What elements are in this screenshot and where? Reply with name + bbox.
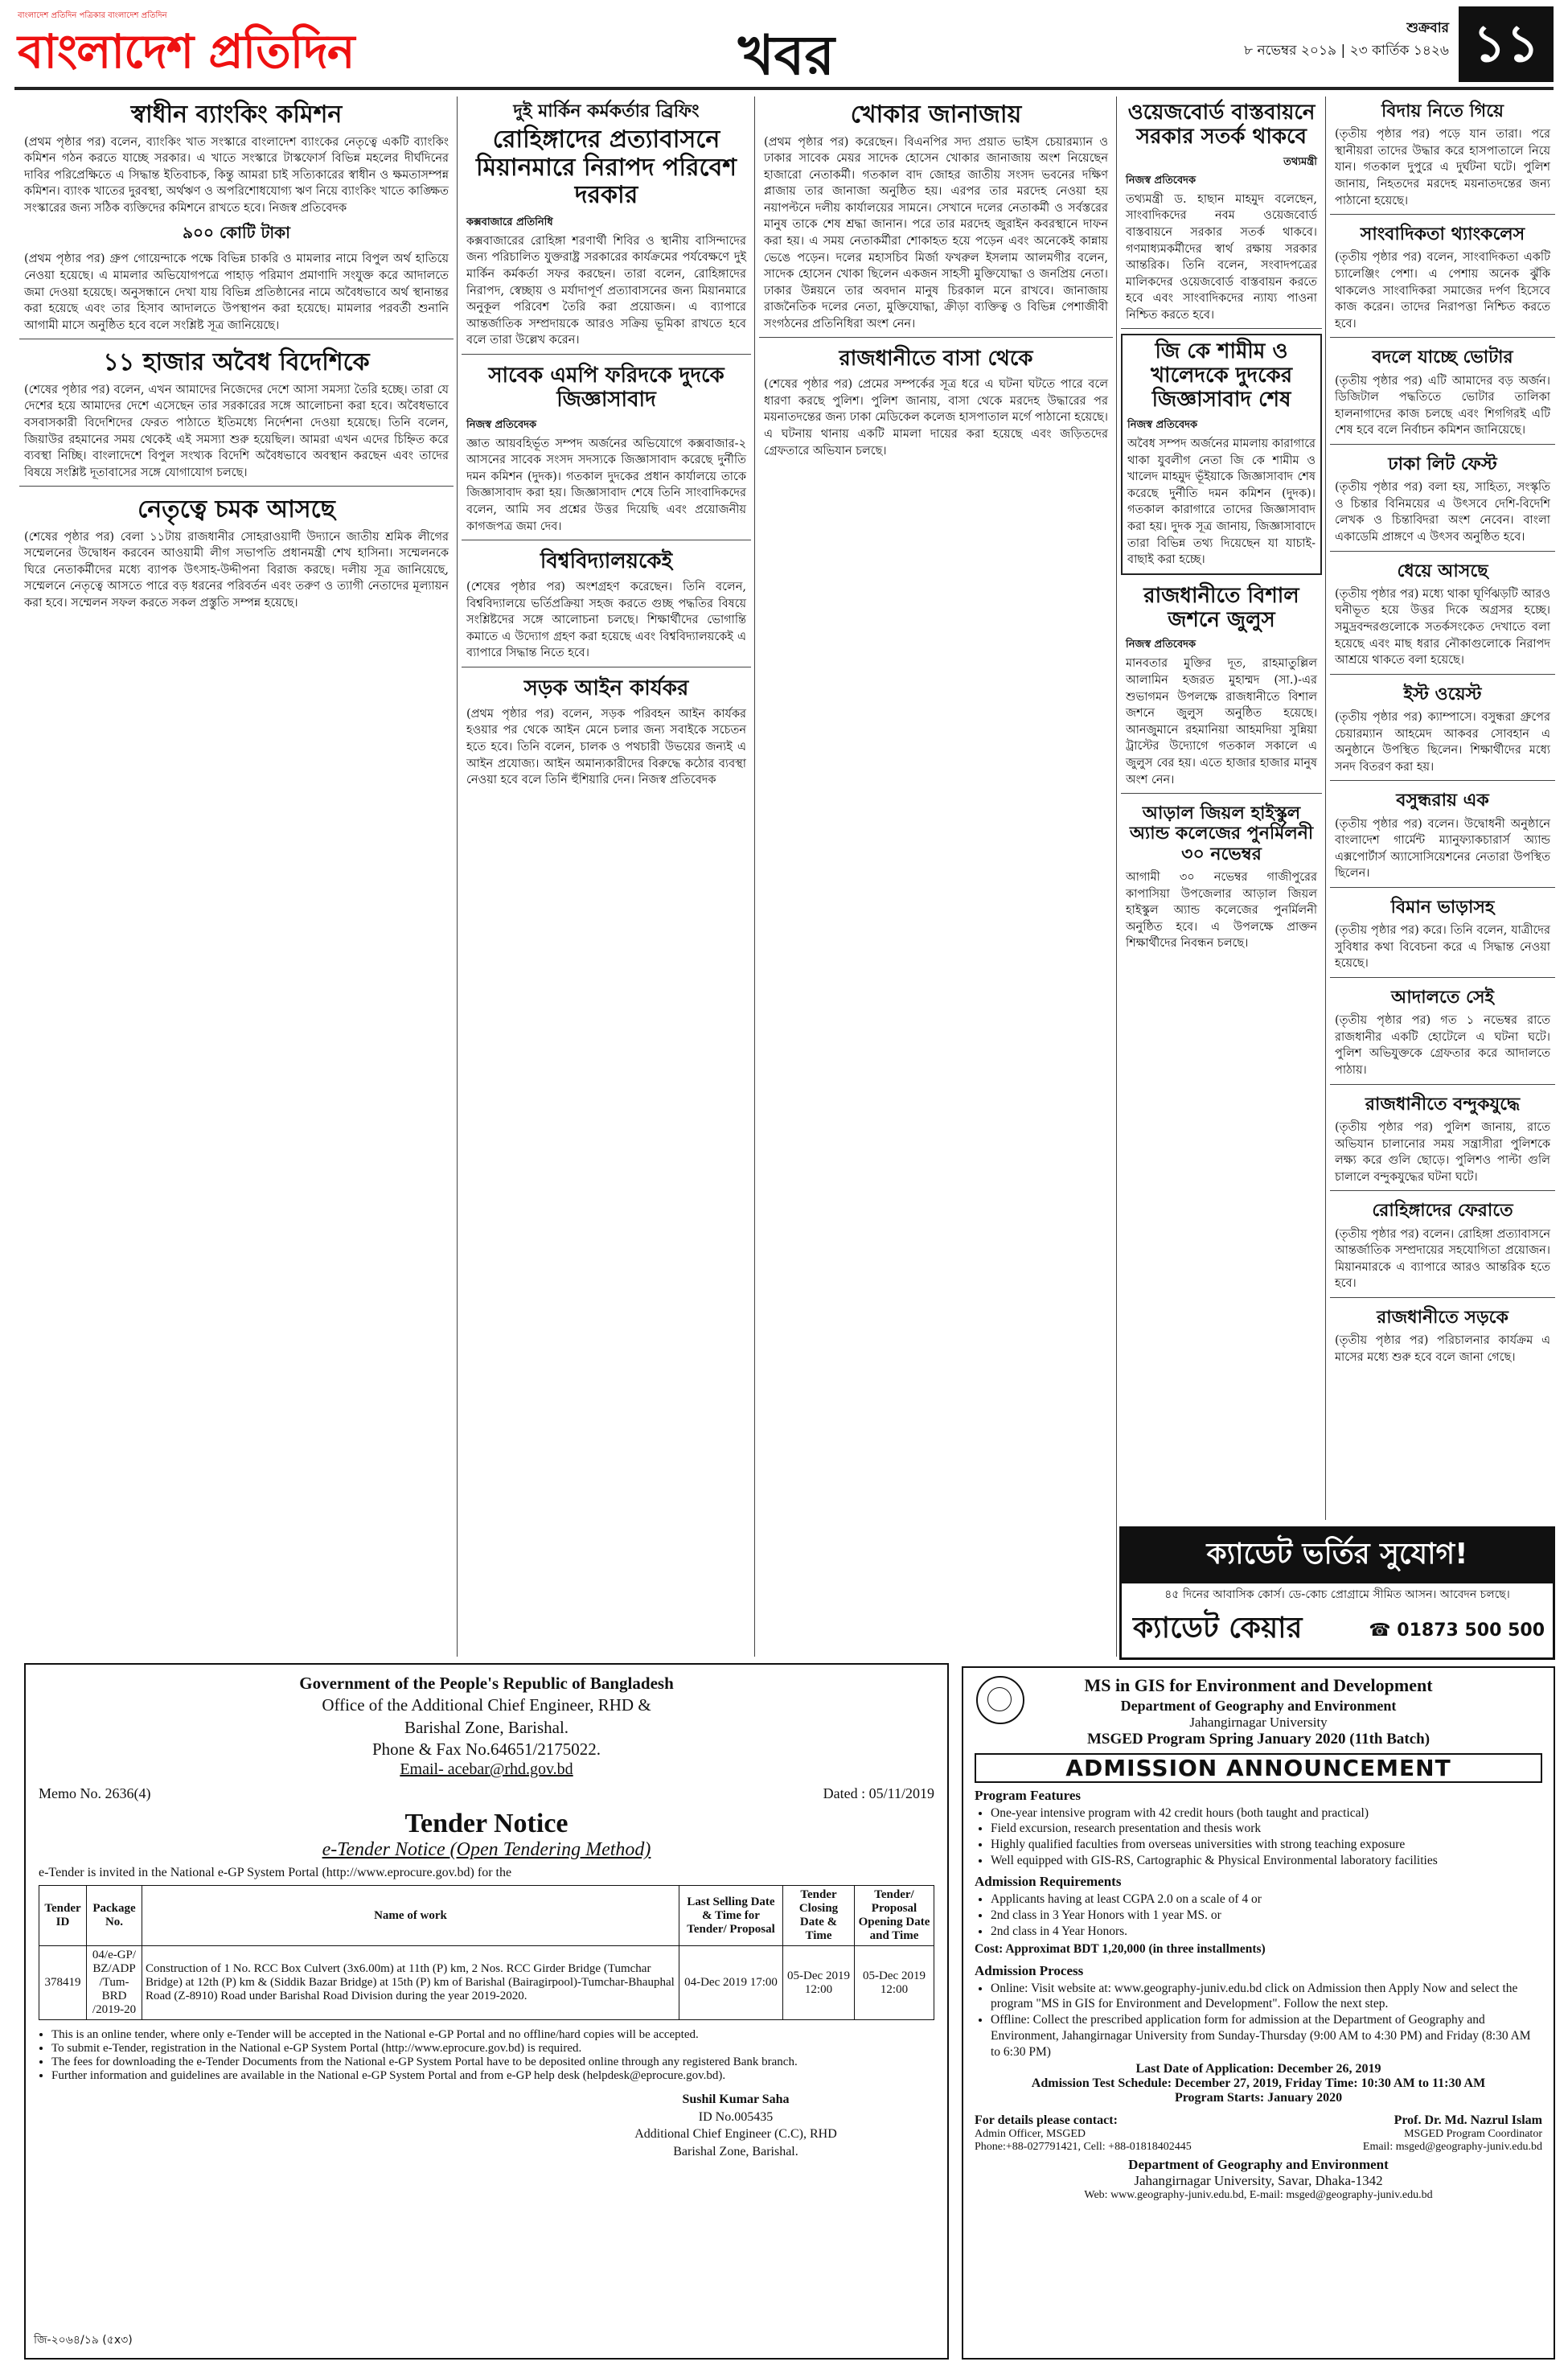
headline[interactable]: বসুন্ধরায় এক xyxy=(1396,791,1489,811)
story-body: (তৃতীয় পৃষ্ঠার পর) মধ্যে থাকা ঘূর্ণিঝড়টি আরও ঘনীভূত হয়ে উত্তর দিকে অগ্রসর হচ্ছে। সমুদ্রবন্দরগুলোকে সতর্কসংকেত দেখাতে বলা হয়েছে এবং মাছ ধরার নৌকাগুলোকে নিরাপদ আশ্রয়ে থাকতে বলা হয়েছে। xyxy=(1335,587,1550,667)
story-khoka-janaza xyxy=(759,97,1113,338)
story-body: (প্রথম পৃষ্ঠার পর) বলেন, ব্যাংকিং খাত সংস্কারে বাংলাদেশ ব্যাংকের নেতৃত্বে একটি ব্যাংকিং কমিশন গঠন করতে যাচ্ছে সরকার। এ খাতে সংস্কারে টাস্কফোর্স বিভিন্ন মহলের দীর্ঘদিনের দাবির পরিপ্রেক্ষিতে এ সিদ্ধান্ত ইতিবাচক, কিন্তু আমরা চাই সত্যিকারের স্বাধীন ও ক্ষমতাসম্পন্ন কমিশন। ব্যাংক খাতের দুরবস্থা, অর্থঋণ ও অপরিশোধযোগ্য ঋণ নিয়ে ব্যাংকিং খাতে কাঙ্ক্ষিত সংস্কারের জন্য সঠিক ব্যক্তিদের কমিশনে রাখতে হবে। নিজস্ব প্রতিবেদক xyxy=(24,135,449,215)
headline[interactable]: বিদায় নিতে গিয়ে xyxy=(1381,101,1504,121)
list-item: • Field excursion, research presentation and thesis work xyxy=(991,1821,1542,1837)
col-header: Tender Closing Date & Time xyxy=(783,1886,855,1946)
story-east-west xyxy=(1330,680,1555,782)
tender-notes xyxy=(51,2028,934,2083)
story-capital-house xyxy=(759,343,1113,464)
process-list xyxy=(991,1981,1542,2060)
msgis-program: MSGED Program Spring January 2020 (11th Batch) xyxy=(1086,1730,1430,1748)
newspaper-logo[interactable]: বাংলাদেশ প্রতিদিন xyxy=(18,24,355,79)
section-title: খবর xyxy=(738,24,835,88)
list-item: • 2nd class in 4 Year Honors. xyxy=(991,1924,1542,1940)
ad-phone: ☎ 01873 500 500 xyxy=(1369,1620,1545,1641)
msgis-dept: Department of Geography and Environment xyxy=(1120,1697,1397,1714)
foot-web[interactable]: Web: www.geography-juniv.edu.bd, E-mail: msged@geography-juniv.edu.bd xyxy=(1084,2188,1433,2201)
story-body: (শেষের পৃষ্ঠার পর) অংশগ্রহণ করেছেন। তিনি বলেন, বিশ্ববিদ্যালয়ে ভর্তিপ্রক্রিয়া সহজ করতে গুচ্ছ পদ্ধতির বিষয়ে সংশ্লিষ্টদের সঙ্গে আলোচনা চলছে। শিক্ষার্থীদের ভোগান্তি কমাতে এ উদ্যোগ গ্রহণ করা হয়েছে এবং বিশ্ববিদ্যালয়কেই এ ব্যাপারে সিদ্ধান্ত নিতে হবে। xyxy=(466,580,746,660)
program-start: Program Starts: January 2020 xyxy=(1174,2090,1343,2105)
col-header: Package No. xyxy=(87,1886,142,1946)
column-right xyxy=(1330,97,1555,1520)
cadet-care-ad[interactable] xyxy=(1119,1526,1555,1660)
story-body: (তৃতীয় পৃষ্ঠার পর) পড়ে যান তারা। পরে স্থানীয়রা তাদের উদ্ধার করে হাসপাতালে নিয়ে যান। গতকাল দুপুরে এ দুর্ঘটনা ঘটে। পুলিশ জানায়, নিহতদের মরদেহ ময়নাতদন্তের জন্য পাঠানো হয়েছে। xyxy=(1335,128,1550,207)
col-header: Last Selling Date & Time for Tender/ Proposal xyxy=(679,1886,783,1946)
story-body: কক্সবাজারের রোহিঙ্গা শরণার্থী শিবির ও স্থানীয় বাসিন্দাদের জন্য পরিচালিত যুক্তরাষ্ট্র সরকারের কার্যক্রমের পর্যবেক্ষণে দুই মার্কিন কর্মকর্তা সফর করছেন। তারা বলেন, রোহিঙ্গাদের নিরাপদ, স্বেচ্ছায় ও মর্যাদাপূর্ণ প্রত্যাবাসনের জন্য মিয়ানমারে অনুকূল পরিবেশ তৈরি করা প্রয়োজন। এ ব্যাপারে আন্তর্জাতিক সম্প্রদায়কে আরও সক্রিয় ভূমিকা রাখতে হবে বলে তারা উল্লেখ করেন। xyxy=(466,234,746,347)
logo-tagline: বাংলাদেশ প্রতিদিন পত্রিকার বাংলাদেশ প্রতিদিন xyxy=(18,11,167,20)
column-divider xyxy=(754,97,755,1657)
story-ex-mp-acc xyxy=(462,359,751,540)
requirements-list xyxy=(991,1891,1542,1939)
tender-gov: Government of the People's Republic of Bangladesh xyxy=(299,1674,674,1693)
list-item: • The fees for downloading the e-Tender Documents from the National e-GP System Portal have to be deposited online through any registered Bank branch. xyxy=(51,2056,934,2069)
story-body: (তৃতীয় পৃষ্ঠার পর) বলেন। রোহিঙ্গা প্রত্যাবাসনে আন্তর্জাতিক সম্প্রদায়ের সহযোগিতা প্রয়োজন। মিয়ানমারকে এ ব্যাপারে আরও আন্তরিক হতে হবে। xyxy=(1335,1227,1550,1291)
story-body: আগামী ৩০ নভেম্বর গাজীপুরের কাপাসিয়া উপজেলার আড়াল জিয়ল হাইস্কুল অ্যান্ড কলেজের পুনর্মিলনী অনুষ্ঠিত হবে। এ উপলক্ষে প্রাক্তন শিক্ষার্থীদের নিবন্ধন চলছে। xyxy=(1126,871,1317,951)
contact-email[interactable]: Email: msged@geography-juniv.edu.bd xyxy=(1362,2140,1542,2153)
ad-brand-row xyxy=(1122,1606,1553,1654)
ad-phone-number: 01873 500 500 xyxy=(1397,1620,1545,1641)
story-body: (তৃতীয় পৃষ্ঠার পর) করে। তিনি বলেন, যাত্রীদের সুবিধার কথা বিবেচনা করে এ সিদ্ধান্ত নেওয়া হয়েছে। xyxy=(1335,924,1550,971)
tender-memo: Memo No. 2636(4) xyxy=(39,1785,151,1802)
list-item: • Further information and guidelines are available in the National e-GP System Portal and from e-GP help desk (helpdesk@eprocure.gov.bd). xyxy=(51,2069,934,2083)
column-divider xyxy=(1325,97,1326,1520)
list-item: • 2nd class in 3 Year Honors with 1 year MS. or xyxy=(991,1908,1542,1924)
headline[interactable]: রোহিঙ্গাদের ফেরাতে xyxy=(1372,1201,1513,1222)
page-number: ১১ xyxy=(1459,6,1554,82)
coordinator-role: MSGED Program Coordinator xyxy=(1404,2127,1542,2140)
last-date: Last Date of Application: December 26, 2019 xyxy=(1135,2061,1381,2076)
ad-subtext: ৪৫ দিনের আবাসিক কোর্স। ডে-কোচ প্রোগ্রামে সীমিত আসন। আবেদন চলছে। xyxy=(1164,1588,1510,1601)
story-body: তথ্যমন্ত্রী ড. হাছান মাহমুদ বলেছেন, সাংবাদিকদের নবম ওয়েজবোর্ড বাস্তবায়নে সরকার সতর্ক থাকবে। গণমাধ্যমকর্মীদের স্বার্থ রক্ষায় সরকার আন্তরিক। তিনি বলেন, সংবাদপত্রের মালিকদের ওয়েজবোর্ড বাস্তবায়ন করতে হবে এবং সাংবাদিকদের ন্যায্য পাওনা নিশ্চিত করতে হবে। xyxy=(1126,192,1317,322)
list-item: • This is an online tender, where only e-Tender will be accepted in the National e-GP Portal and no offline/hard copies will be accepted. xyxy=(51,2028,934,2042)
column-divider xyxy=(1116,97,1117,1657)
byline: নিজস্ব প্রতিবেদক xyxy=(1126,639,1197,651)
byline: নিজস্ব প্রতিবেদক xyxy=(1126,174,1197,187)
headline[interactable]: রাজধানীতে বাসা থেকে xyxy=(839,347,1033,372)
date-line xyxy=(1244,18,1449,63)
tender-closing: 05-Dec 2019 12:00 xyxy=(783,1946,855,2020)
foot-dept: Department of Geography and Environment xyxy=(1128,2156,1389,2172)
story-wage-board xyxy=(1121,97,1322,329)
column-wageboard-final xyxy=(1121,97,1322,1520)
story-body: জ্ঞাত আয়বহির্ভূত সম্পদ অর্জনের অভিযোগে কক্সবাজার-২ আসনের সাবেক সংসদ সদস্যকে জিজ্ঞাসাবাদ করেছে দুর্নীতি দমন কমিশন (দুদক)। গতকাল দুদকের প্রধান কার্যালয়ে তাকে জিজ্ঞাসাবাদ করা হয়। জিজ্ঞাসাবাদ শেষে তিনি সাংবাদিকদের বলেন, আমি সব প্রশ্নের উত্তর দিয়েছি এবং প্রয়োজনীয় কাগজপত্র জমা দেব। xyxy=(466,437,746,533)
headline[interactable]: ঢাকা লিট ফেস্ট xyxy=(1388,454,1497,474)
headline[interactable]: রোহিঙ্গাদের প্রত্যাবাসনে মিয়ানমারে নিরাপদ পরিবেশ দরকার xyxy=(475,125,737,210)
story-body: (প্রথম পৃষ্ঠার পর) গ্রুপ গোয়েন্দাকে পক্ষে বিভিন্ন চাকরি ও মামলার নামে বিপুল অর্থ হাতিয়ে নেওয়া হয়েছে। এ মামলার অভিযোগপত্রে পাহাড় পরিমাণ প্রমাণাদি সংযুক্ত করে আদালতে জমা দেওয়া হয়েছে। অনুসন্ধানে দেখা যায় বিভিন্ন প্রতিষ্ঠানের নামে অবৈধভাবে অর্থ স্থানান্তর করা হয়েছে এবং তার হিসাব আদালতে উপস্থাপন করা হয়েছে। মামলার পরবর্তী শুনানি আগামী মাসে অনুষ্ঠিত হবে বলে সংশ্লিষ্ট সূত্র জানিয়েছে। xyxy=(24,253,449,332)
story-reunion xyxy=(1121,799,1322,957)
tender-package: 04/e-GP/ BZ/ADP /Tum- BRD /2019-20 xyxy=(87,1946,142,2020)
story-banking-commission xyxy=(19,97,454,339)
story-court xyxy=(1330,983,1555,1085)
story-capital-road xyxy=(1330,1303,1555,1370)
headline[interactable]: বিশ্ববিদ্যালয়কেই xyxy=(540,549,673,574)
story-body: (শেষের পৃষ্ঠার পর) বলেন, এখন আমাদের নিজেদের দেশে আসা সমস্যা তৈরি হচ্ছে। তারা যে দেশের হয়ে আমাদের দেশে এসেছেন তার সরকারের সঙ্গে আলোচনা করা হবে। অবৈধভাবে বসবাসকারী বিদেশিদের ফেরত পাঠাতে ইতিমধ্যে নির্দেশনা দেওয়া হয়েছে। তিনি বলেন, জিয়াউর রহমানের সময় থেকেই এই সমস্যা শুরু হয়েছিল। আমরা এখন এদের চিহ্নিত করে ব্যবস্থা নিচ্ছি। বাংলাদেশে বিপুল সংখ্যক বিদেশি অবৈধভাবে অবস্থান করছেন এবং তাদের বিষয়ে সংশ্লিষ্ট দূতাবাসের সঙ্গে যোগাযোগ চলছে। xyxy=(24,383,449,479)
date: ৮ নভেম্বর ২০১৯ | ২৩ কার্তিক ১৪২৬ xyxy=(1244,43,1449,59)
byline: নিজস্ব প্রতিবেদক xyxy=(466,418,537,431)
contact-right xyxy=(1363,2113,1542,2154)
headline[interactable]: রাজধানীতে বিশাল জশনে জুলুস xyxy=(1143,583,1299,632)
headline[interactable]: খোকার জানাজায় xyxy=(850,101,1022,129)
tender-dated: Dated : 05/11/2019 xyxy=(823,1785,934,1802)
msgis-admission-ad xyxy=(962,1666,1555,2360)
headline[interactable]: আড়াল জিয়ল হাইস্কুল অ্যান্ড কলেজের পুনর্মিলনী ৩০ নভেম্বর xyxy=(1129,803,1314,865)
table-row xyxy=(39,1946,934,2020)
story-road-law xyxy=(462,672,751,794)
headline[interactable]: নেতৃত্বে চমক আসছে xyxy=(138,495,335,524)
headline[interactable]: ধেয়ে আসছে xyxy=(1397,561,1488,581)
msgis-uni: Jahangirnagar University xyxy=(1189,1714,1328,1730)
tender-subtitle: e-Tender Notice (Open Tendering Method) xyxy=(322,1839,651,1861)
col-header: Tender ID xyxy=(39,1886,87,1946)
story-body: (শেষের পৃষ্ঠার পর) বেলা ১১টায় রাজধানীর সোহরাওয়ার্দী উদ্যানে জাতীয় শ্রমিক লীগের সম্মেলনের উদ্বোধন করবেন আওয়ামী লীগ সভাপতি প্রধানমন্ত্রী শেখ হাসিনা। সম্মেলনকে ঘিরে নেতাকর্মীদের মধ্যে ব্যাপক উৎসাহ-উদ্দীপনা বিরাজ করছে। দলীয় সূত্র জানিয়েছে, সম্মেলনে নেতৃত্বে আসতে পারে বড় ধরনের পরিবর্তন এবং তরুণ ও ত্যাগী নেতাদের মূল্যায়ন করা হবে। সম্মেলন সফল করতে সকল প্রস্তুতি সম্পন্ন হয়েছে। xyxy=(24,530,449,610)
sign-id: ID No.005435 xyxy=(698,2109,774,2124)
story-body: অবৈধ সম্পদ অর্জনের মামলায় কারাগারে থাকা যুবলীগ নেতা জি কে শামীম ও খালেদ মাহমুদ ভূঁইয়াকে জিজ্ঞাসাবাদ শেষ করেছে দুর্নীতি দমন কমিশন (দুদক)। গতকাল কারাগারে তাদের জিজ্ঞাসাবাদ করা হয়। দুদক সূত্র জানায়, জিজ্ঞাসাবাদে তারা বিভিন্ন তথ্য দিয়েছেন যা যাচাই-বাছাই করা হচ্ছে। xyxy=(1127,437,1316,567)
contact-heading: For details please contact: xyxy=(975,2113,1118,2127)
story-body: মানবতার মুক্তির দূত, রাহমাতুল্লিল আলামিন হজরত মুহাম্মদ (সা.)-এর শুভাগমন উপলক্ষে রাজধানীতে বিশাল জশনে জুলুস অনুষ্ঠিত হয়েছে। আনজুমানে রহমানিয়া আহমদিয়া সুন্নিয়া ট্রাস্টের উদ্যোগে গতকাল সকালে এ জুলুস বের হয়। এতে হাজার হাজার মানুষ অংশ নেন। xyxy=(1126,657,1317,787)
contact-phone: Phone:+88-027791421, Cell: +88-01818402445 xyxy=(975,2140,1192,2153)
story-body: (তৃতীয় পৃষ্ঠার পর) বলা হয়, সাহিত্য, সংস্কৃতি ও চিন্তার বিনিময়ের এ উৎসবে দেশি-বিদেশি লেখক ও চিন্তাবিদরা অংশ নেবেন। বাংলা একাডেমি প্রাঙ্গণে এ উৎসব অনুষ্ঠিত হবে। xyxy=(1335,481,1550,544)
masthead xyxy=(14,6,1554,90)
story-body: (তৃতীয় পৃষ্ঠার পর) পরিচালনার কার্যক্রম এ মাসের মধ্যে শুরু হবে বলে জানা গেছে। xyxy=(1335,1334,1550,1364)
col-header: Name of work xyxy=(142,1886,679,1946)
story-rohingya-briefing xyxy=(462,97,751,355)
test-schedule: Admission Test Schedule: December 27, 2019, Friday Time: 10:30 AM to 11:30 AM xyxy=(1031,2076,1486,2090)
headline[interactable]: ইস্ট ওয়েস্ট xyxy=(1403,684,1482,704)
tender-table xyxy=(39,1885,934,2020)
story-airfare xyxy=(1330,893,1555,978)
headline[interactable]: রাজধানীতে বন্দুকযুদ্ধে xyxy=(1365,1094,1521,1115)
tender-email[interactable]: Email- acebar@rhd.gov.bd xyxy=(400,1760,573,1779)
ad-headline: ক্যাডেট ভর্তির সুযোগ! xyxy=(1122,1529,1553,1583)
story-body: (তৃতীয় পৃষ্ঠার পর) পুলিশ জানায়, রাতে অভিযান চালানোর সময় সন্ত্রাসীরা পুলিশকে লক্ষ্য করে গুলি ছোড়ে। পুলিশও পাল্টা গুলি চালালে বন্দুকযুদ্ধের ঘটনা ঘটে। xyxy=(1335,1120,1550,1184)
foot-address: Jahangirnagar University, Savar, Dhaka-1342 xyxy=(1134,2172,1383,2188)
tender-phone: Phone & Fax No.64651/2175022. xyxy=(371,1739,601,1759)
msgis-title: MS in GIS for Environment and Development xyxy=(1084,1675,1433,1695)
kicker: দুই মার্কিন কর্মকর্তার ব্রিফিং xyxy=(513,101,700,121)
list-item: • One-year intensive program with 42 credit hours (both taught and practical) xyxy=(991,1805,1542,1822)
tender-title: Tender Notice xyxy=(404,1809,569,1839)
byline: নিজস্ব প্রতিবেদক xyxy=(1127,419,1198,432)
msgis-contacts xyxy=(975,2113,1542,2154)
story-body: (শেষের পৃষ্ঠার পর) প্রেমের সম্পর্কের সূত্র ধরে এ ঘটনা ঘটতে পারে বলে ধারণা করছে পুলিশ। পুলিশ জানায়, বাসা থেকে মরদেহ উদ্ধারের পর ময়নাতদন্তের জন্য ঢাকা মেডিকেল কলেজ হাসপাতাল মর্গে পাঠানো হয়েছে। এ ঘটনায় থানায় একটি মামলা দায়ের করা হয়েছে এবং জড়িতদের গ্রেফতারে অভিযান চলছে। xyxy=(764,378,1108,458)
story-leadership-surprise xyxy=(19,491,454,616)
list-item: • Well equipped with GIS-RS, Cartographic & Physical Environmental laboratory facilities xyxy=(991,1853,1542,1869)
col-header: Tender/ Proposal Opening Date and Time xyxy=(855,1886,934,1946)
story-body: (তৃতীয় পৃষ্ঠার পর) ক্যাম্পাসে। বসুন্ধরা গ্রুপের চেয়ারম্যান আহমেদ আকবর সোবহান এ অনুষ্ঠানে উপস্থিত ছিলেন। শিক্ষার্থীদের মধ্যে সনদ বিতরণ করা হয়। xyxy=(1335,711,1550,774)
list-item: • Applicants having at least CGPA 2.0 on a scale of 4 or xyxy=(991,1891,1542,1908)
university-seal-icon xyxy=(976,1676,1024,1724)
list-item: • Highly qualified faculties from overseas universities with strong teaching exposure xyxy=(991,1837,1542,1853)
sign-title: Additional Chief Engineer (C.C), RHD xyxy=(634,2127,837,2142)
tender-id: 378419 xyxy=(39,1946,87,2020)
headline[interactable]: সাংবাদিকতা থ্যাংকলেস xyxy=(1360,224,1525,245)
headline[interactable]: সাবেক এমপি ফরিদকে দুদকে জিজ্ঞাসাবাদ xyxy=(488,363,724,412)
byline: কক্সবাজারে প্রতিনিধি xyxy=(466,216,553,228)
tender-zone: Barishal Zone, Barishal. xyxy=(404,1717,569,1737)
story-voter xyxy=(1330,343,1555,445)
story-body: (তৃতীয় পৃষ্ঠার পর) গত ১ নভেম্বর রাতে রাজধানীর একটি হোটেলে এ ঘটনা ঘটে। পুলিশ অভিযুক্তকে গ্রেফতার করে আদালতে পাঠায়। xyxy=(1335,1014,1550,1078)
story-cyclone xyxy=(1330,557,1555,675)
headline[interactable]: আদালতে সেই xyxy=(1391,988,1494,1008)
column-left xyxy=(19,97,454,1657)
story-farewell xyxy=(1330,97,1555,215)
features-list xyxy=(991,1805,1542,1869)
story-body: (তৃতীয় পৃষ্ঠার পর) বলেন। উদ্বোধনী অনুষ্ঠানে বাংলাদেশ গার্মেন্ট ম্যানুফ্যাকচারার্স অ্যান্ড এক্সপোর্টার্স অ্যাসোসিয়েশনের নেতারা উপস্থিত ছিলেন। xyxy=(1335,817,1550,881)
tender-code: জি-২০৬৪/১৯ (৫x৩) xyxy=(34,2334,133,2347)
column-second xyxy=(462,97,751,1657)
story-rohingya-return xyxy=(1330,1196,1555,1298)
story-body: (প্রথম পৃষ্ঠার পর) করেছেন। বিএনপির সদ্য প্রয়াত ভাইস চেয়ারম্যান ও ঢাকার সাবেক মেয়র সাদেক হোসেন খোকার জানাজায় অংশ নিয়েছেন হাজারো নেতাকর্মী। গতকাল বাদ জোহর জাতীয় সংসদ ভবনের দক্ষিণ প্লাজায় তার জানাজা অনুষ্ঠিত হয়। এরপর তার মরদেহ নেওয়া হয় নয়াপল্টনে দলীয় কার্যালয়ের সামনে। সেখানে দলের নেতাকর্মী ও সর্বস্তরের মানুষ তাকে শেষ শ্রদ্ধা জানান। পরে তার মরদেহ জুরাইন কবরস্থানে দাফন করা হয়। এ সময় নেতাকর্মীরা শোকাহত হয়ে পড়েন এবং অনেকেই কান্নায় ভেঙে পড়েন। দলের মহাসচিব মির্জা ফখরুল ইসলাম আলমগীর বলেন, সাদেক হোসেন খোকা ছিলেন একজন সাহসী মুক্তিযোদ্ধা ও জনপ্রিয় নেতা। ঢাকার উন্নয়নে তার অবদান মানুষ চিরকাল মনে রাখবে। জানাজায় রাজনৈতিক দলের নেতা, মুক্তিযোদ্ধা, ক্রীড়া ব্যক্তিত্ব ও বিভিন্ন পেশাজীবী সংগঠনের প্রতিনিধিরা অংশ নেন। xyxy=(764,135,1108,331)
tender-memo-row xyxy=(39,1785,934,1802)
tender-notice xyxy=(24,1663,949,2360)
story-journalism xyxy=(1330,220,1555,338)
story-jashne-julus xyxy=(1121,580,1322,794)
requirements-heading: Admission Requirements xyxy=(975,1873,1122,1889)
tender-work: Construction of 1 No. RCC Box Culvert (3x6.00m) at 11th (P) km, 2 Nos. RCC Girder Bridge (Tumchar Bridge) at 12th (P) km & (Siddik Bazar Bridge) at 15th (P) km of Barishal (Bairagirpool)-Tumchar-Bhauphal Road (Z-8910) Road under Barishal Road Division during the year 2019-2020. xyxy=(142,1946,679,2020)
headline[interactable]: স্বাধীন ব্যাংকিং কমিশন xyxy=(130,101,343,129)
story-gk-shamim xyxy=(1121,334,1322,574)
msgis-cost: Cost: Approximat BDT 1,20,000 (in three installments) xyxy=(975,1942,1266,1957)
headline[interactable]: বিমান ভাড়াসহ xyxy=(1390,897,1495,918)
headline[interactable]: সড়ক আইন কার্যকর xyxy=(523,676,689,700)
process-heading: Admission Process xyxy=(975,1962,1084,1978)
ad-brand-name: ক্যাডেট কেয়ার xyxy=(1133,1612,1303,1645)
column-third xyxy=(759,97,1113,1657)
msgis-banner: ADMISSION ANNOUNCEMENT xyxy=(975,1753,1542,1783)
headline[interactable]: বদলে যাচ্ছে ভোটার xyxy=(1372,347,1513,368)
story-lit-fest xyxy=(1330,450,1555,552)
story-body: (তৃতীয় পৃষ্ঠার পর) বলেন, সাংবাদিকতা একটি চ্যালেঞ্জিং পেশা। এ পেশায় অনেক ঝুঁকি থাকলেও সাংবাদিকরা সমাজের দর্পণ হিসেবে কাজ করেন। তাদের নিরাপত্তা নিশ্চিত করতে হবে। xyxy=(1335,251,1550,331)
tender-signature xyxy=(537,2091,934,2160)
headline[interactable]: জি কে শামীম ও খালেদকে দুদকের জিজ্ঞাসাবাদ শেষ xyxy=(1150,339,1293,413)
sub-byline: তথ্যমন্ত্রী xyxy=(1283,155,1317,168)
headline[interactable]: ওয়েজবোর্ড বাস্তবায়নে সরকার সতর্ক থাকবে xyxy=(1127,101,1316,149)
story-illegal-foreigners xyxy=(19,344,454,487)
list-item: • To submit e-Tender, registration in the National e-GP System Portal (http://www.eprocure.gov.bd) is required. xyxy=(51,2042,934,2056)
subhead: ৯০০ কোটি টাকা xyxy=(183,223,290,243)
tender-office: Office of the Additional Chief Engineer, RHD & xyxy=(322,1695,651,1715)
coordinator-name: Prof. Dr. Md. Nazrul Islam xyxy=(1394,2113,1542,2127)
story-body: (প্রথম পৃষ্ঠার পর) বলেন, সড়ক পরিবহন আইন কার্যকর হওয়ার পর থেকে আইন মেনে চলার জন্য সবাইকে সচেতন হতে হবে। তিনি বলেন, চালক ও পথচারী উভয়ের জন্যই এ আইন প্রযোজ্য। আইন অমান্যকারীদের বিরুদ্ধে কঠোর ব্যবস্থা নেওয়া হবে বলে তিনি হুঁশিয়ারি দেন। নিজস্ব প্রতিবেদক xyxy=(466,707,746,787)
story-gunfight xyxy=(1330,1090,1555,1192)
table-header-row xyxy=(39,1886,934,1946)
offline-process: • Offline: Collect the prescribed application form for admission at the Department of Geography and Environment, Jahangirnagar University from Sunday-Thursday (9:00 AM to 4:30 PM) and Friday (8:30 AM to 6:30 PM) xyxy=(991,2012,1542,2060)
online-process[interactable]: • Online: Visit website at: www.geography-juniv.edu.bd click on Admission then Apply Now and select the program "MS in GIS for Environment and Development". Follow the next step. xyxy=(991,1981,1542,2013)
story-university xyxy=(462,545,751,667)
contact-role: Admin Officer, MSGED xyxy=(975,2127,1086,2140)
tender-invite: e-Tender is invited in the National e-GP System Portal (http://www.eprocure.gov.bd) for the xyxy=(39,1866,512,1880)
weekday: শুক্রবার xyxy=(1406,20,1449,36)
sign-place: Barishal Zone, Barishal. xyxy=(673,2144,798,2158)
story-body: (তৃতীয় পৃষ্ঠার পর) এটি আমাদের বড় অর্জন। ডিজিটাল পদ্ধতিতে ভোটার তালিকা হালনাগাদের কাজ চলছে এবং শিগগিরই এটি শেষ হবে বলে নির্বাচন কমিশন জানিয়েছে। xyxy=(1335,374,1550,437)
story-bashundhara xyxy=(1330,786,1555,888)
contact-left xyxy=(975,2113,1192,2154)
tender-selling: 04-Dec 2019 17:00 xyxy=(679,1946,783,2020)
tender-opening: 05-Dec 2019 12:00 xyxy=(855,1946,934,2020)
headline[interactable]: ১১ হাজার অবৈধ বিদেশিকে xyxy=(103,348,370,377)
headline[interactable]: রাজধানীতে সড়কে xyxy=(1377,1307,1508,1328)
features-heading: Program Features xyxy=(975,1787,1082,1803)
column-divider xyxy=(457,97,458,1657)
sign-name: Sushil Kumar Saha xyxy=(682,2093,790,2107)
